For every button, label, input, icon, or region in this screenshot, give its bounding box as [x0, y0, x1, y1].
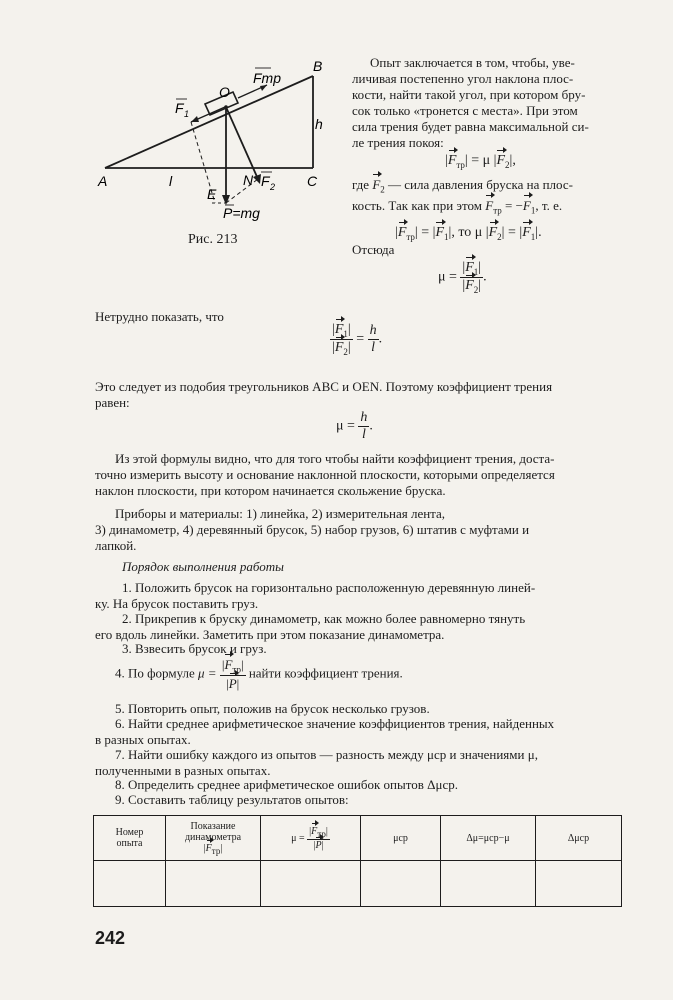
- right-col-line-5: сила трения будет равна максимальной си-: [352, 119, 589, 134]
- label-B: B: [313, 58, 323, 74]
- equation-5: μ = $\frac{h}{l}$ .: [336, 410, 373, 442]
- label-Fmp: Fmp: [253, 70, 281, 86]
- table-cell: [361, 861, 441, 907]
- label-O: O: [219, 84, 230, 100]
- para-line-2: точно измерить высоту и основание наклонной плоскости, которыми определяется: [95, 467, 555, 482]
- label-l: l: [169, 173, 173, 189]
- results-table: [93, 815, 622, 907]
- where-line-1: где $F_2$ — сила давления бруска на плос-: [352, 177, 573, 195]
- step-6a: 6. Найти среднее арифметическое значение коэффициентов трения, найденных: [115, 716, 555, 731]
- hypotenuse-ab: [105, 76, 313, 168]
- label-C: C: [307, 173, 318, 189]
- pribory-line-1: Приборы и материалы: 1) линейка, 2) измерительная лента,: [115, 506, 446, 521]
- step-2a: 2. Прикрепив к бруску динамометр, как можно более равномерно тянуть: [122, 611, 526, 626]
- table-header-row: [94, 816, 622, 861]
- header-mu-avg: μср: [361, 816, 441, 861]
- step-2b: его вдоль линейки. Заметить при этом показание динамометра.: [95, 627, 445, 642]
- step-9: 9. Составить таблицу результатов опытов:: [115, 792, 349, 807]
- header-delta-mu-avg: Δμср: [536, 816, 622, 861]
- label-E: E: [207, 186, 217, 202]
- step-7a: 7. Найти ошибку каждого из опытов — разность между μср и значениями μ,: [115, 747, 538, 762]
- section-heading: Порядок выполнения работы: [122, 559, 284, 574]
- para-line-3: наклон плоскости, при котором начинается скольжение бруска.: [95, 483, 446, 498]
- header-mu-formula: μ = $\frac{|F_{тр}|}{|P|}$: [261, 816, 361, 861]
- para-line-1: Из этой формулы видно, что для того чтобы найти коэффициент трения, доста-: [115, 451, 555, 466]
- label-F2: F: [261, 173, 270, 189]
- header-experiment-number: Номер опыта: [94, 816, 166, 861]
- where-line-2: кость. Так как при этом $F_{тр} = -F_1$, т. е.: [352, 198, 563, 216]
- table-cell: [94, 861, 166, 907]
- step-6b: в разных опытах.: [95, 732, 191, 747]
- label-F1: F: [175, 100, 184, 116]
- label-F1-sub: 1: [184, 109, 190, 119]
- similar-line-1: Это следует из подобия треугольников ABC и OEN. Поэтому коэффициент трения: [95, 379, 553, 394]
- equation-3: μ = $\frac{|F_1|}{|F_2|}$ .: [438, 260, 487, 295]
- right-col-line-2: личивая постепенно угол наклона плос-: [352, 71, 574, 86]
- right-col-line-4: сок только «тронется с места». При этом: [352, 103, 578, 118]
- equation-4: $\frac{|F_1|}{|F_2|}$ = $\frac{h}{l}$ .: [332, 322, 383, 357]
- table-cell: [536, 861, 622, 907]
- label-h: h: [315, 116, 323, 132]
- inclined-plane-figure: [95, 55, 335, 225]
- otsyuda: Отсюда: [352, 242, 395, 257]
- right-col-line-6: ле трения покоя:: [352, 135, 444, 150]
- pribory-line-2: 3) динамометр, 4) деревянный брусок, 5) набор грузов, 6) штатив с муфтами и: [95, 522, 530, 537]
- label-P: P=mg: [223, 205, 260, 221]
- label-F2-sub: 2: [270, 182, 276, 192]
- pribory-line-3: лапкой.: [95, 538, 137, 553]
- similar-line-2: равен:: [95, 395, 130, 410]
- table-cell: [261, 861, 361, 907]
- label-A: A: [98, 173, 108, 189]
- equation-1: $|F_{тр}| = \mu$ $|F_2|$,: [445, 153, 516, 170]
- header-dynamometer-reading: Показание динамометра $|F_{тр}|$: [166, 816, 261, 861]
- step-8: 8. Определить среднее арифметическое ошибок опытов Δμср.: [115, 777, 458, 792]
- label-N: N: [243, 172, 254, 188]
- step-1a: 1. Положить брусок на горизонтально расположенную деревянную линей-: [122, 580, 536, 595]
- right-col-line-1: Опыт заключается в том, чтобы, уве-: [370, 55, 575, 70]
- step-7b: полученными в разных опытах.: [95, 763, 271, 778]
- step-5: 5. Повторить опыт, положив на брусок несколько грузов.: [115, 701, 430, 716]
- table-cell: [166, 861, 261, 907]
- table-cell: [441, 861, 536, 907]
- step-3: 3. Взвесить брусок и груз.: [122, 641, 267, 656]
- netrudno-text: Нетрудно показать, что: [95, 309, 224, 324]
- right-col-line-3: кости, найти такой угол, при котором бру-: [352, 87, 586, 102]
- figure-caption: Рис. 213: [188, 232, 238, 247]
- step-4: 4. По формуле μ = $\frac{|F_{тр}|}{|P|}$ найти коэффициент трения.: [115, 657, 403, 691]
- page-number: 242: [95, 928, 126, 948]
- step-1b: ку. На брусок поставить груз.: [95, 596, 259, 611]
- header-delta-mu: Δμ=μср−μ: [441, 816, 536, 861]
- equation-2: $|F_{тр}| = |F_1|$, то μ $|F_2| = |F_1|$.: [395, 225, 542, 242]
- table-row: [94, 861, 622, 907]
